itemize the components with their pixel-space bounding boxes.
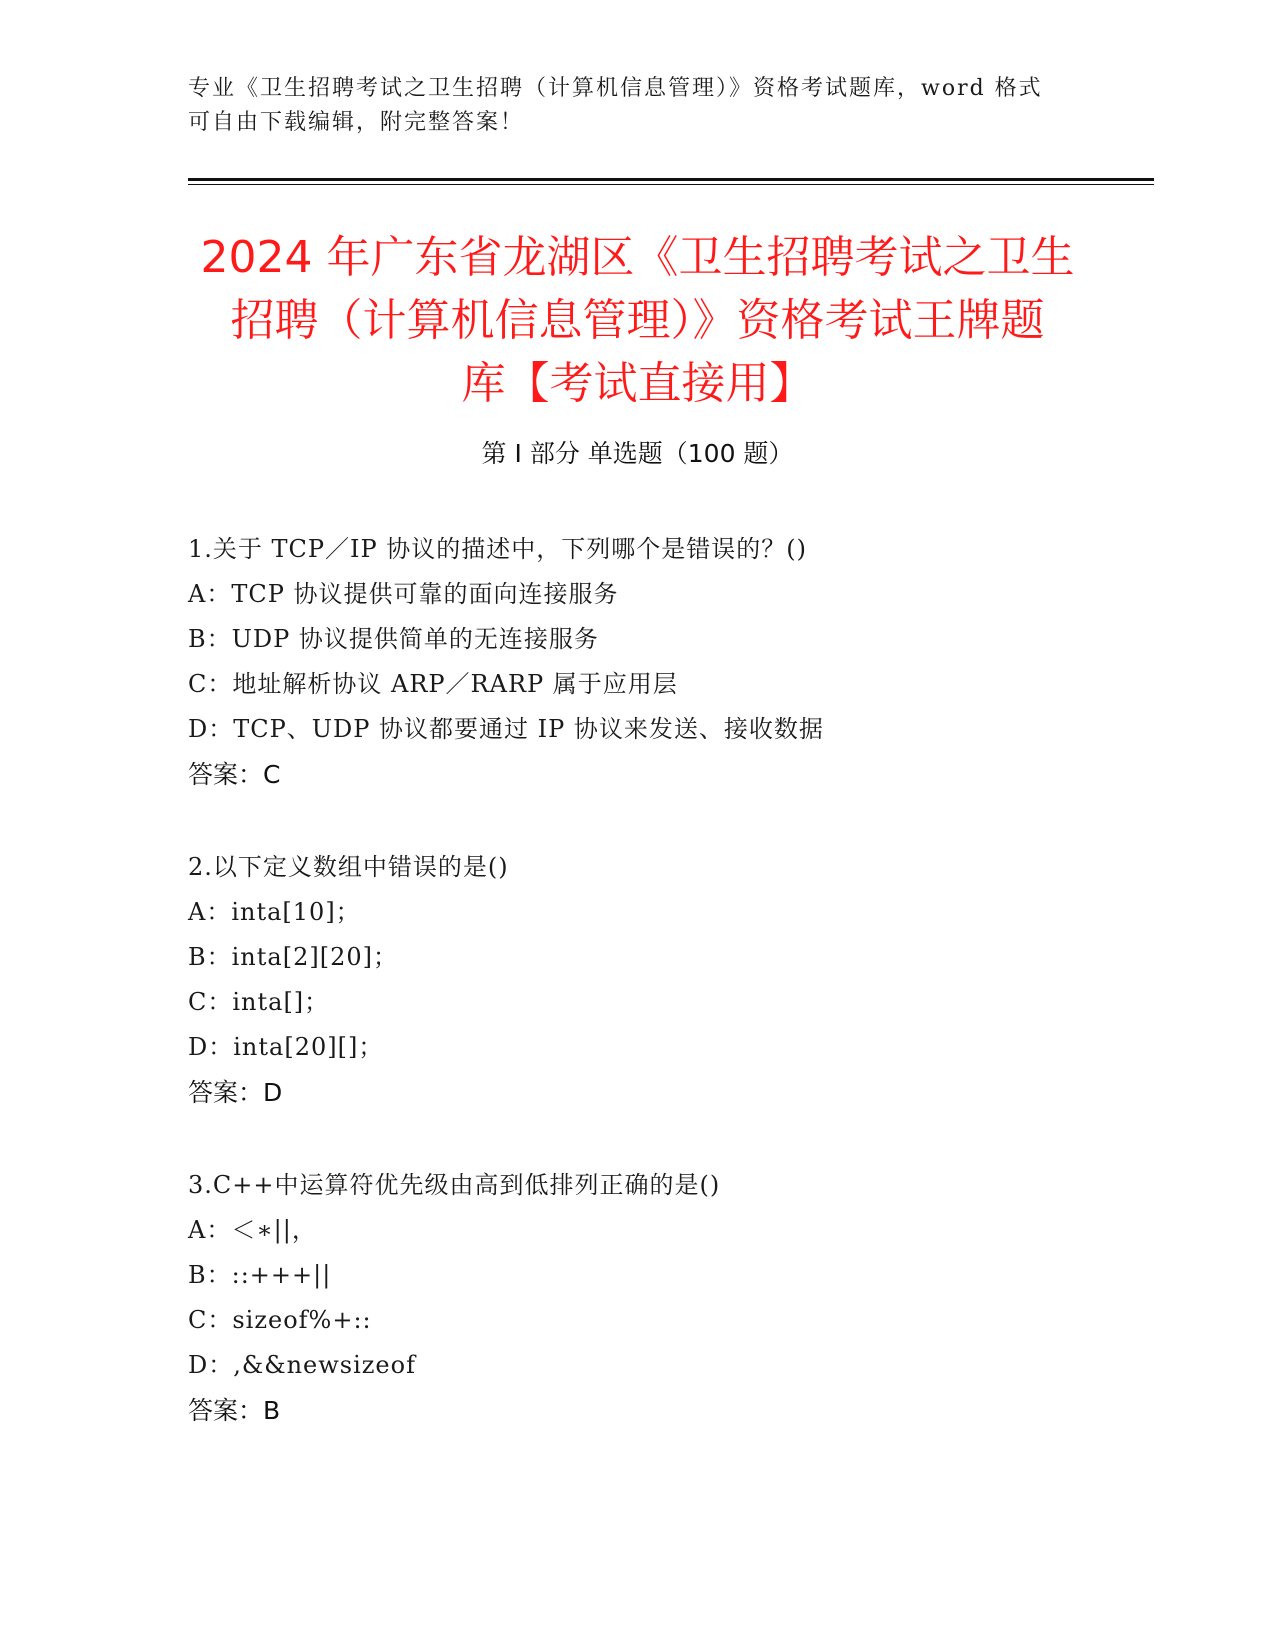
section-heading: 第 I 部分 单选题（100 题） <box>481 439 794 468</box>
answer-line: 答案：C <box>188 760 281 789</box>
question-2 <box>188 845 1148 1115</box>
option-a: A：＜∗||， <box>188 1216 317 1244</box>
question-stem: 2.以下定义数组中错误的是() <box>188 853 509 881</box>
question-3 <box>188 1163 1148 1433</box>
option-d: D：,&&newsizeof <box>188 1351 416 1379</box>
title-line-3: 库【考试直接用】 <box>461 358 814 409</box>
header-note-line-1: 专业《卫生招聘考试之卫生招聘（计算机信息管理）》资格考试题库，word 格式 <box>188 76 1043 101</box>
option-a: A：inta[10]； <box>188 898 361 926</box>
document-title <box>150 226 1125 415</box>
answer-line: 答案：D <box>188 1078 283 1107</box>
option-c: C：地址解析协议 ARP／RARP 属于应用层 <box>188 670 678 698</box>
question-list <box>188 527 1148 1481</box>
option-b: B：UDP 协议提供简单的无连接服务 <box>188 625 599 653</box>
option-a: A：TCP 协议提供可靠的面向连接服务 <box>188 580 619 608</box>
header-rule-thin <box>188 184 1154 185</box>
header-note-line-2: 可自由下载编辑，附完整答案！ <box>188 110 525 135</box>
option-c: C：inta[]； <box>188 988 330 1016</box>
option-c: C：sizeof%+:: <box>188 1306 372 1334</box>
answer-line: 答案：B <box>188 1396 281 1425</box>
question-stem: 3.C++中运算符优先级由高到低排列正确的是() <box>188 1171 721 1199</box>
option-d: D：inta[20][]； <box>188 1033 384 1061</box>
option-d: D：TCP、UDP 协议都要通过 IP 协议来发送、接收数据 <box>188 715 824 743</box>
question-1 <box>188 527 1148 797</box>
option-b: B：::+++|| <box>188 1261 332 1289</box>
question-stem: 1.关于 TCP／IP 协议的描述中，下列哪个是错误的？() <box>188 535 808 563</box>
title-line-2: 招聘（计算机信息管理）》资格考试王牌题 <box>230 295 1045 346</box>
header-note <box>188 72 1068 140</box>
option-b: B：inta[2][20]； <box>188 943 398 971</box>
header-rule-thick <box>188 178 1154 181</box>
title-line-1: 2024 年广东省龙湖区《卫生招聘考试之卫生 <box>200 232 1075 283</box>
